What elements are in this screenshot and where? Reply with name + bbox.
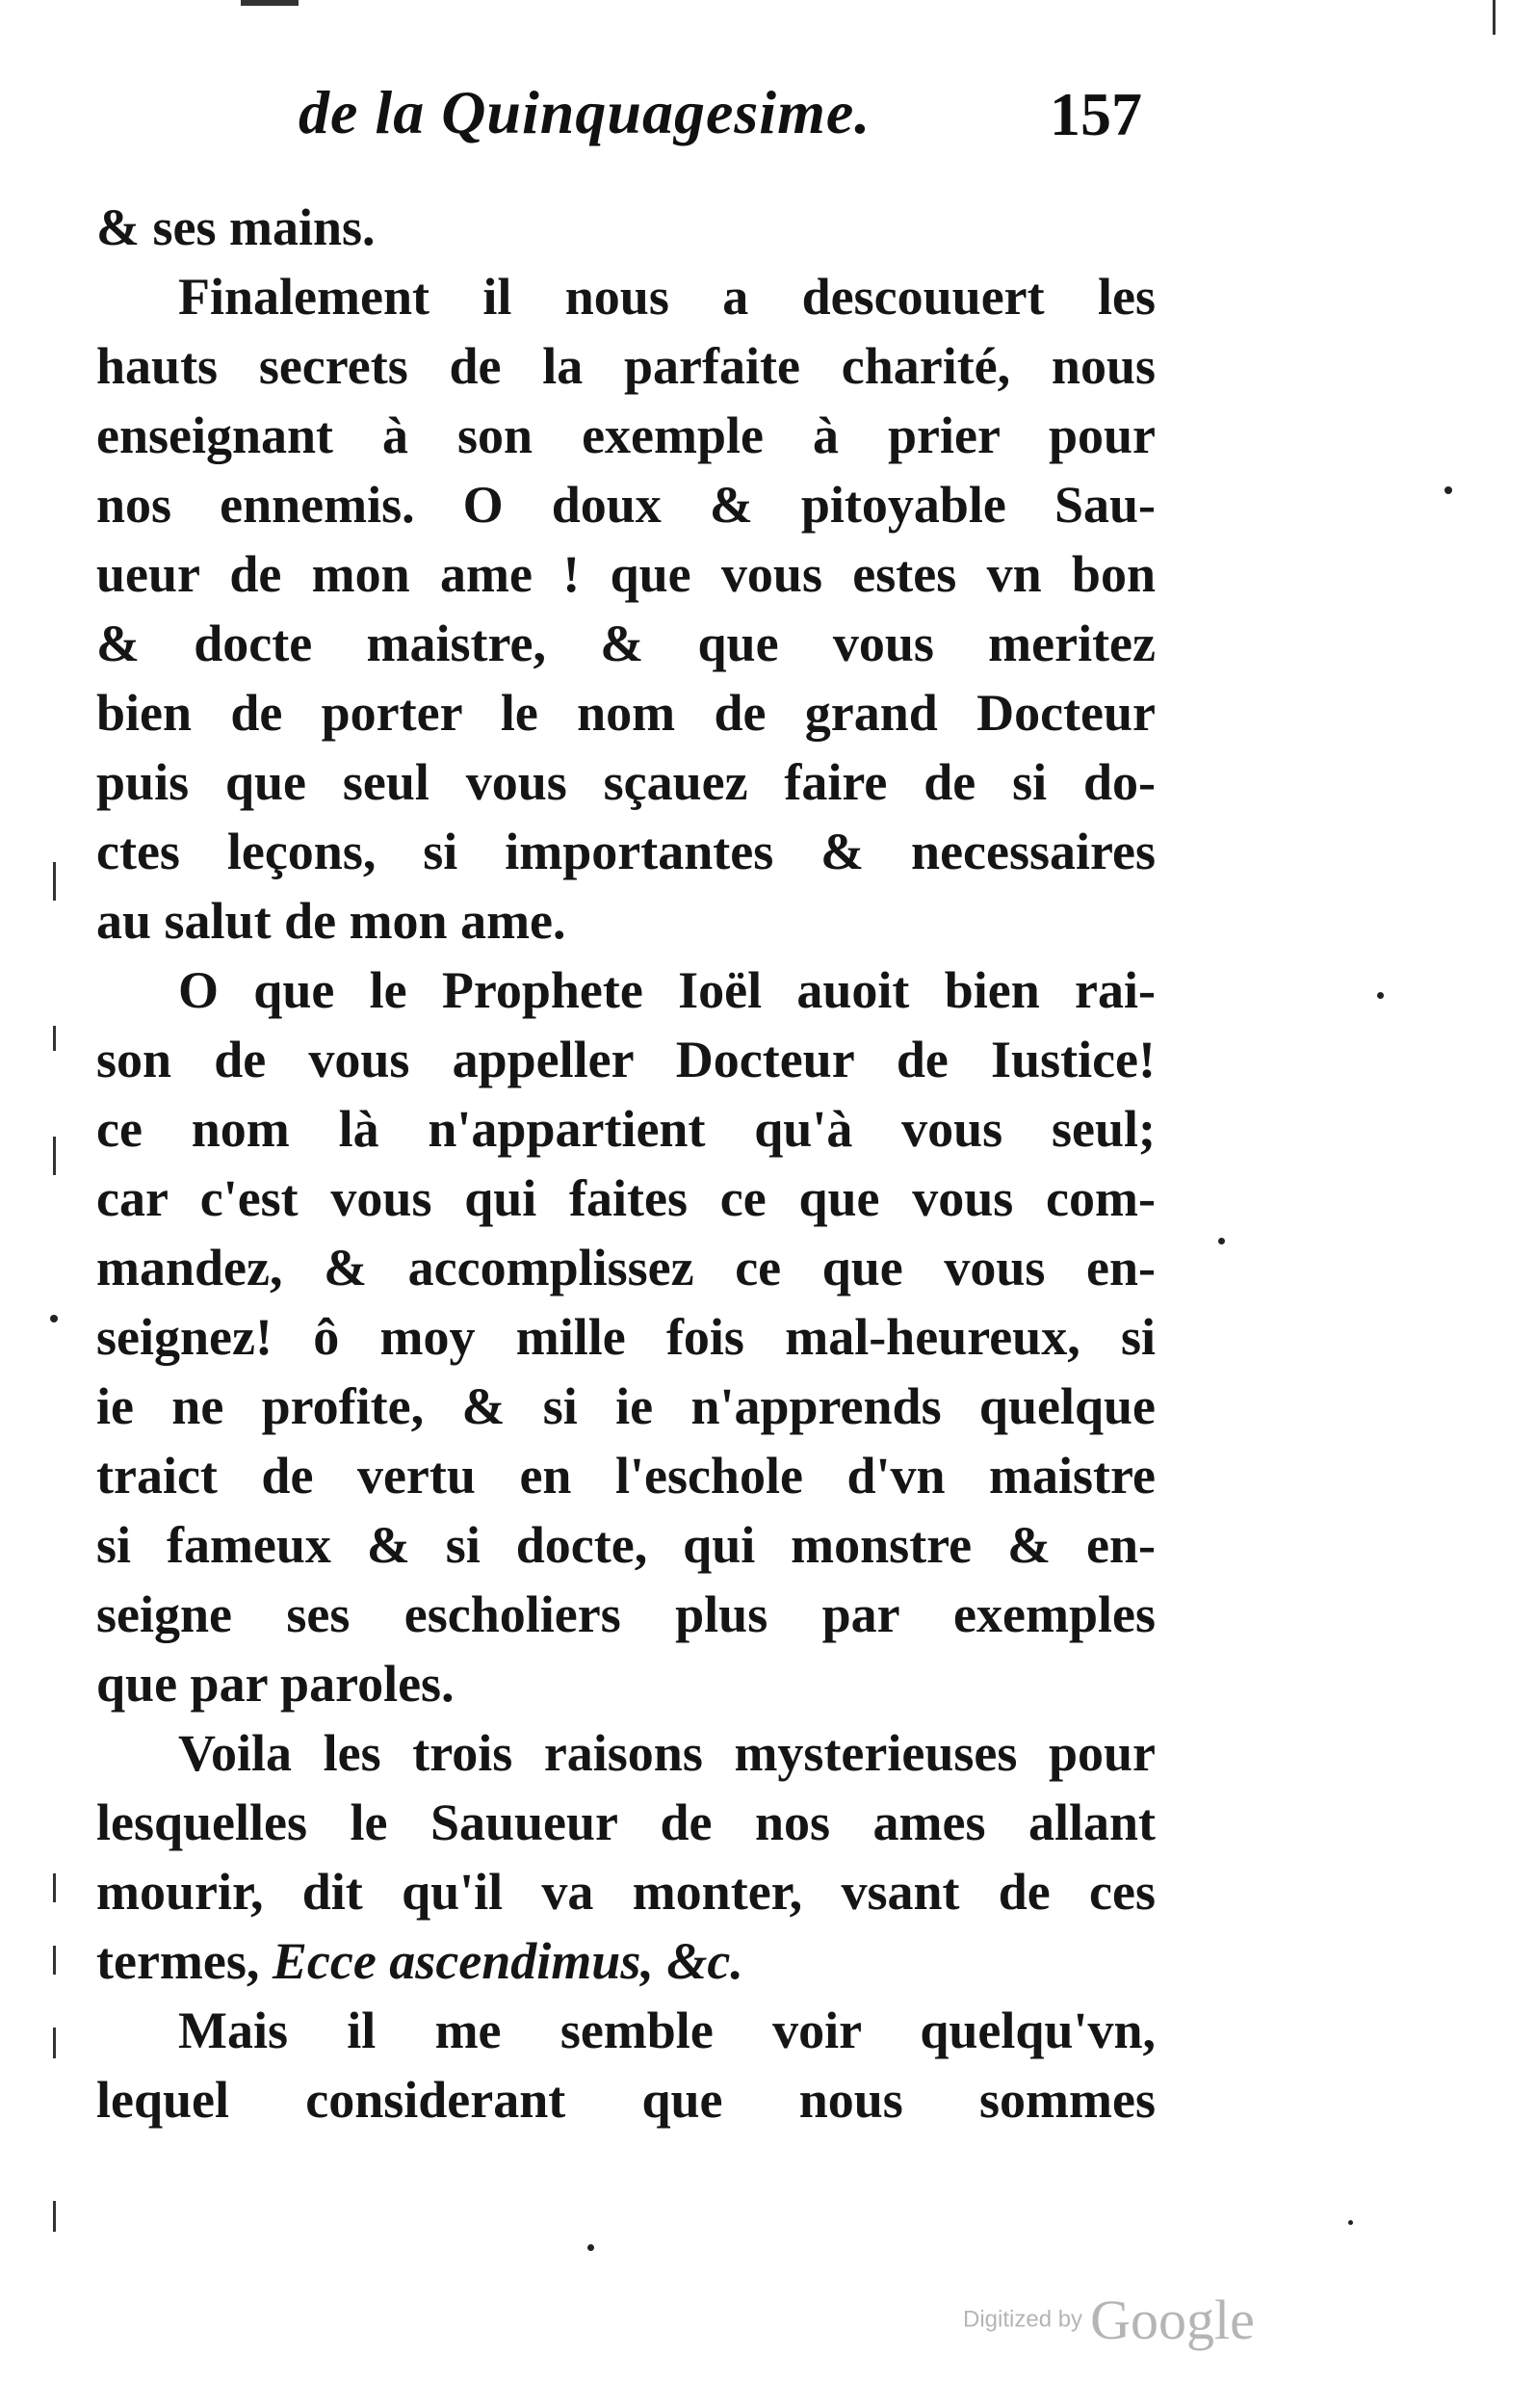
text-line: enseignant à son exemple à prier pour bbox=[96, 406, 1156, 464]
scan-mark bbox=[1493, 0, 1496, 35]
text-line: hauts secrets de la parfaite charité, nous bbox=[96, 337, 1156, 395]
scan-speck bbox=[587, 2244, 594, 2251]
scan-mark bbox=[53, 1026, 56, 1051]
text-line: si fameux & si docte, qui monstre & en- bbox=[96, 1516, 1156, 1574]
digitized-by-watermark bbox=[963, 2288, 1255, 2352]
text-line: Mais il me semble voir quelqu'vn, bbox=[178, 2002, 1156, 2059]
text-line: lesquelles le Sauueur de nos ames allant bbox=[96, 1793, 1156, 1851]
page-header bbox=[0, 67, 1535, 173]
text-line: Voila les trois raisons mysterieuses pour bbox=[178, 1724, 1156, 1782]
scan-speck bbox=[50, 1315, 58, 1322]
text-line: traict de vertu en l'eschole d'vn maistre bbox=[96, 1447, 1156, 1505]
text-line: ctes leçons, si importantes & necessaires bbox=[96, 823, 1156, 880]
scan-mark bbox=[53, 2028, 56, 2058]
text-line: mourir, dit qu'il va monter, vsant de ces bbox=[96, 1863, 1156, 1921]
text-line: ce nom là n'appartient qu'à vous seul; bbox=[96, 1100, 1156, 1158]
scan-mark bbox=[53, 1946, 56, 1975]
scan-speck bbox=[1377, 992, 1384, 999]
scan-speck bbox=[1218, 1238, 1225, 1244]
text-line: & docte maistre, & que vous meritez bbox=[96, 615, 1156, 672]
text-line: bien de porter le nom de grand Docteur bbox=[96, 684, 1156, 742]
text-line: au salut de mon ame. bbox=[96, 892, 566, 950]
google-logo: Google bbox=[1090, 2289, 1255, 2351]
scan-mark bbox=[53, 862, 56, 901]
text-line: puis que seul vous sçauez faire de si do- bbox=[96, 753, 1156, 811]
text-line: & ses mains. bbox=[96, 198, 376, 256]
running-head: de la Quinquagesime. bbox=[299, 78, 872, 146]
scan-mark bbox=[53, 1137, 56, 1175]
text-line: nos ennemis. O doux & pitoyable Sau- bbox=[96, 476, 1156, 534]
text-line: mandez, & accomplissez ce que vous en- bbox=[96, 1239, 1156, 1296]
text-line: car c'est vous qui faites ce que vous com- bbox=[96, 1169, 1156, 1227]
text-line-with-latin bbox=[96, 1926, 1156, 1996]
scan-speck bbox=[1444, 486, 1452, 494]
watermark-prefix: Digitized by bbox=[963, 2306, 1083, 2333]
text-line-prefix: termes, bbox=[96, 1932, 273, 1990]
text-line: lequel considerant que nous sommes bbox=[96, 2071, 1156, 2129]
text-line: seignez! ô moy mille fois mal-heureux, si bbox=[96, 1308, 1156, 1366]
scan-speck bbox=[1348, 2220, 1353, 2225]
text-line: Finalement il nous a descouuert les bbox=[178, 268, 1156, 326]
text-line: O que le Prophete Ioël auoit bien rai- bbox=[178, 961, 1156, 1019]
scan-mark bbox=[53, 1873, 56, 1902]
page-number: 157 bbox=[1050, 80, 1142, 148]
body-text bbox=[96, 193, 1156, 2134]
text-line: son de vous appeller Docteur de Iustice! bbox=[96, 1031, 1156, 1088]
latin-phrase: Ecce ascendimus, &c. bbox=[272, 1932, 743, 1990]
text-line: que par paroles. bbox=[96, 1655, 455, 1713]
text-line: ueur de mon ame ! que vous estes vn bon bbox=[96, 545, 1156, 603]
scan-mark bbox=[241, 0, 299, 6]
scan-mark bbox=[53, 2201, 56, 2232]
text-line: ie ne profite, & si ie n'apprends quelque bbox=[96, 1377, 1156, 1435]
text-line: seigne ses escholiers plus par exemples bbox=[96, 1585, 1156, 1643]
